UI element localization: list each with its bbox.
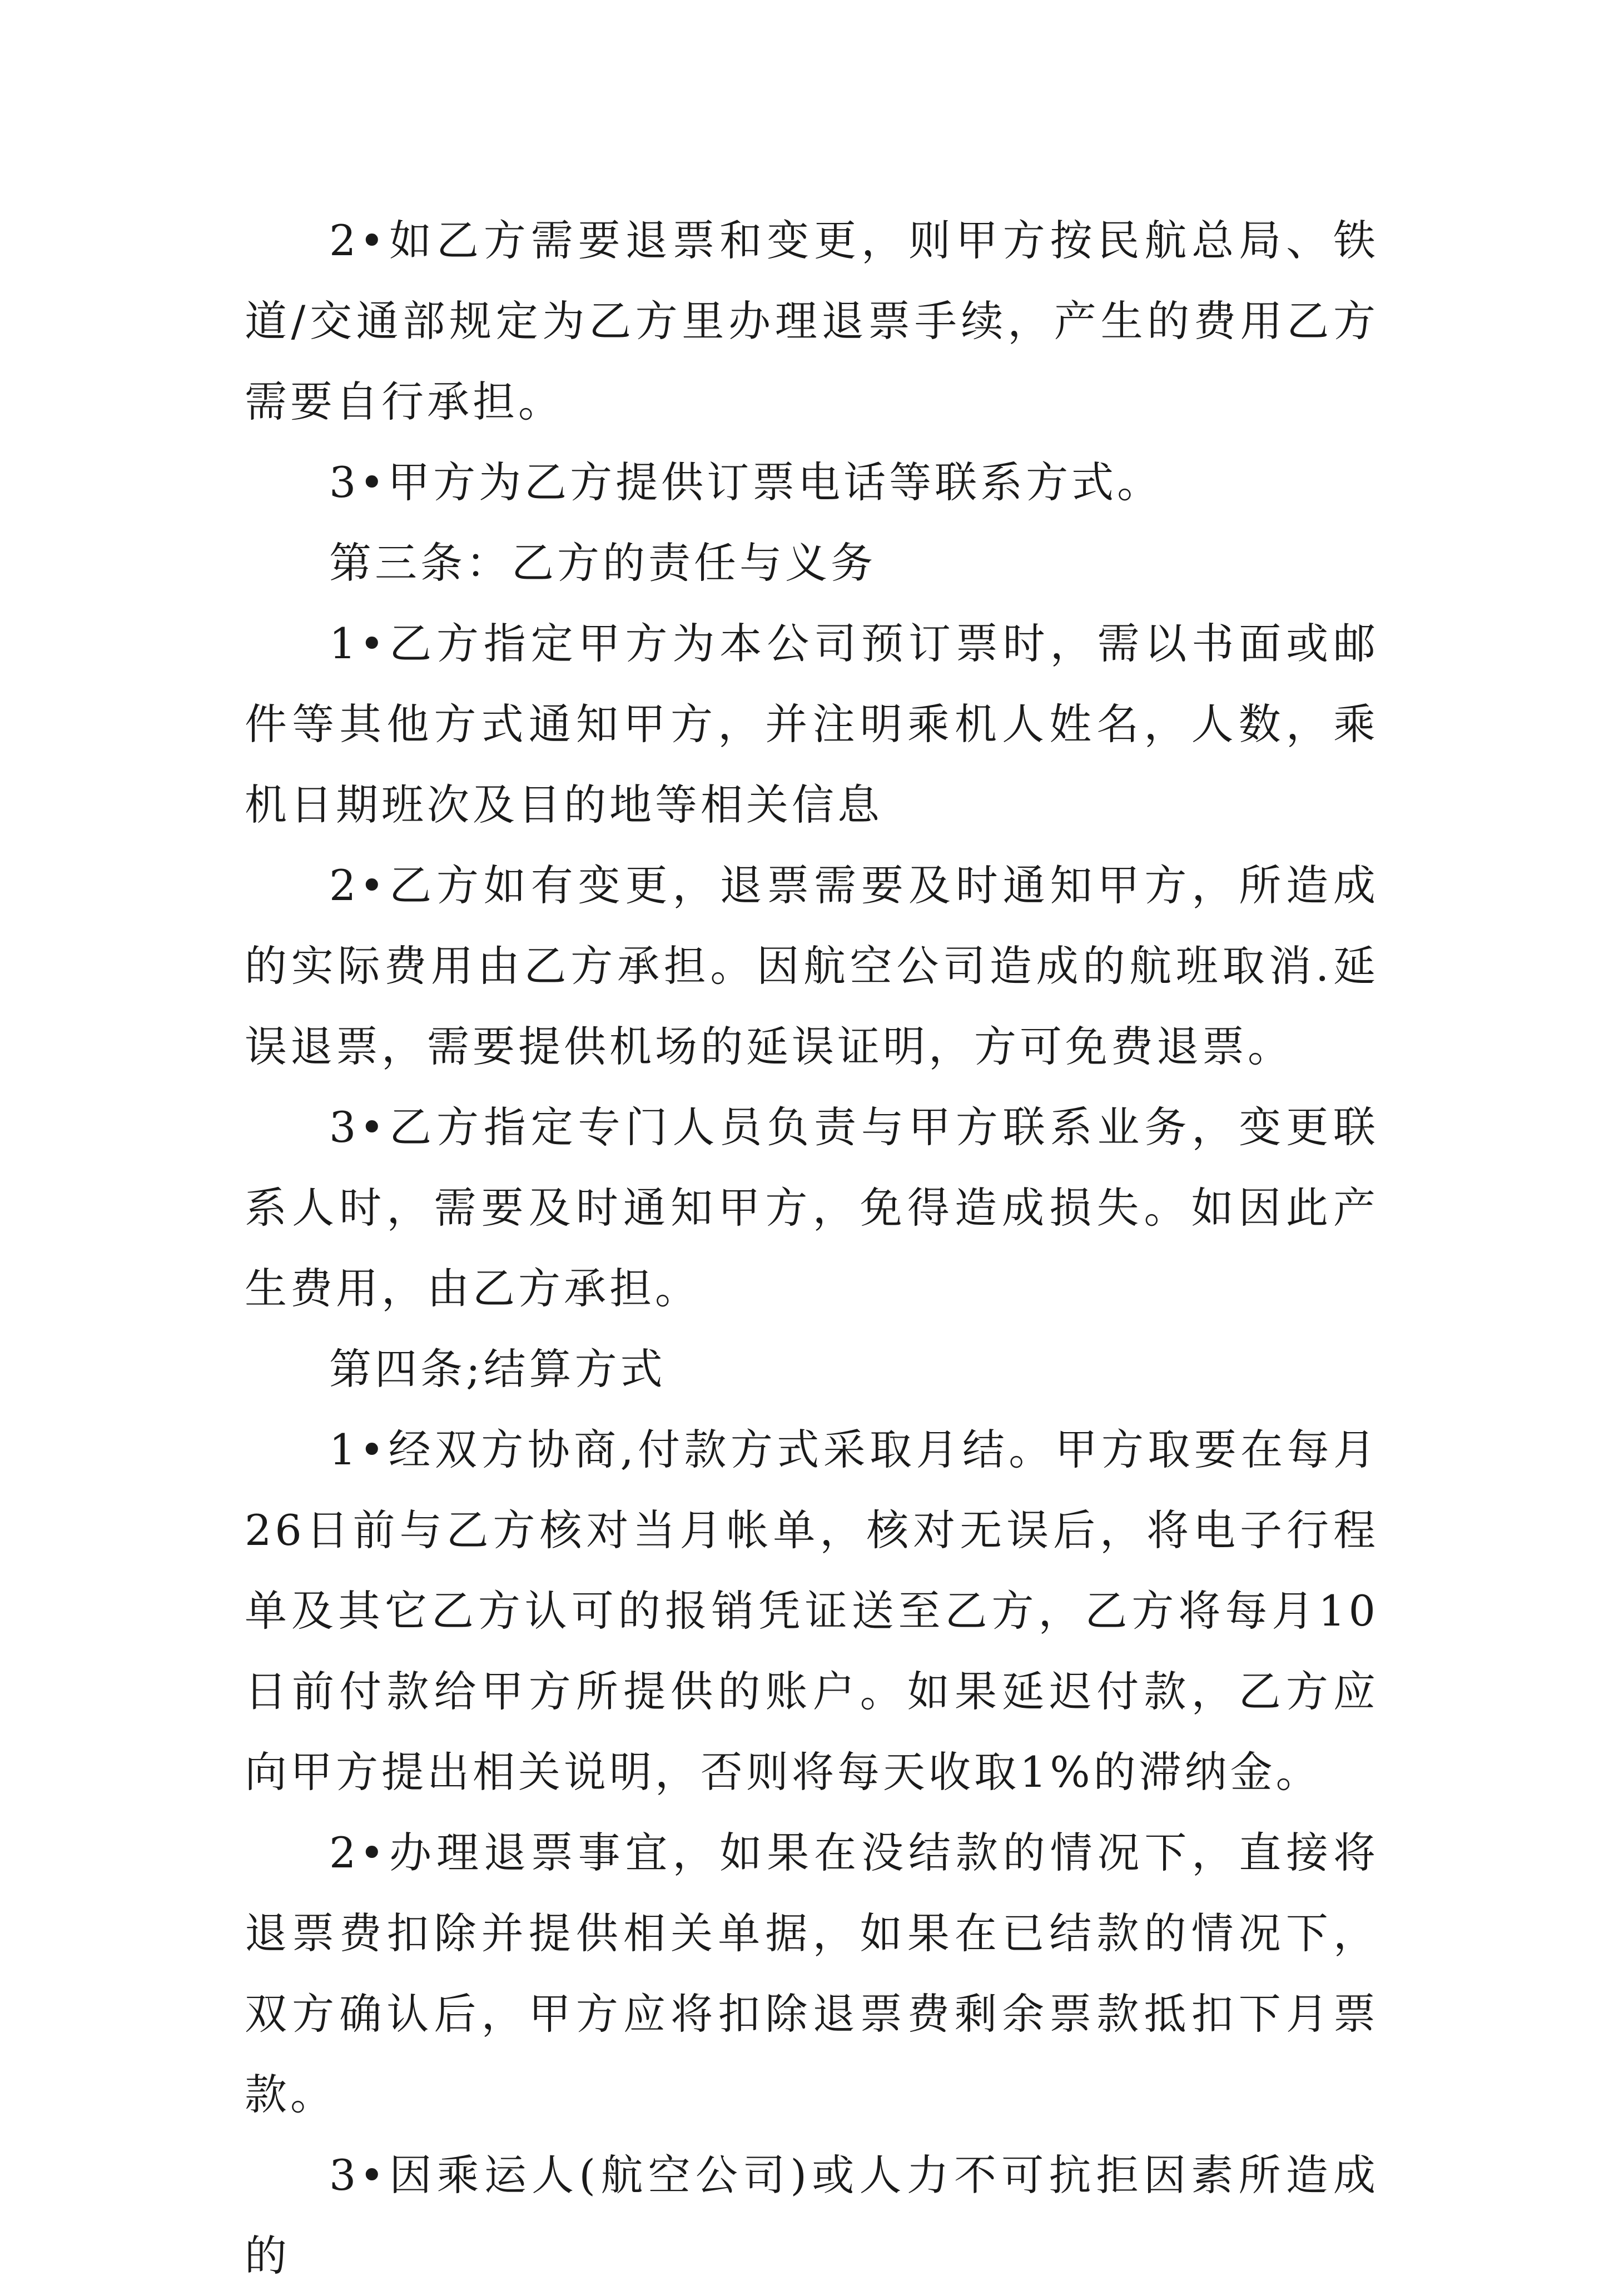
- paragraph-monthly-settlement: 1•经双方协商,付款方式采取月结。甲方取要在每月26日前与乙方核对当月帐单，核对无误后，将电子行程单及其它乙方认可的报销凭证送至乙方，乙方将每月10日前付款给甲方所提供的账户。如果延迟付款，乙方应向甲方提出相关说明，否则将每天收取1%的滞纳金。: [245, 1425, 1379, 1797]
- heading-article-3: 第三条：乙方的责任与义务: [329, 538, 876, 588]
- paragraph-contact-info: 3•甲方为乙方提供订票电话等联系方式。: [329, 458, 1163, 507]
- paragraph-force-majeure: 3•因乘运人(航空公司)或人力不可抗拒因素所造成的: [245, 2150, 1379, 2280]
- paragraph-designated-staff: 3•乙方指定专门人员负责与甲方联系业务，变更联系人时，需要及时通知甲方，免得造成损失。如因此产生费用，由乙方承担。: [245, 1102, 1379, 1313]
- paragraph-refund-change: 2•如乙方需要退票和变更，则甲方按民航总局、铁道/交通部规定为乙方里办理退票手续，产生的费用乙方需要自行承担。: [245, 216, 1379, 426]
- document-body: [245, 200, 1379, 2296]
- paragraph-refund-deduction: 2•办理退票事宜，如果在没结款的情况下，直接将退票费扣除并提供相关单据，如果在已结款的情况下，双方确认后，甲方应将扣除退票费剩余票款抵扣下月票款。: [245, 1828, 1379, 2119]
- paragraph-booking-notice: 1•乙方指定甲方为本公司预订票时，需以书面或邮件等其他方式通知甲方，并注明乘机人姓名，人数，乘机日期班次及目的地等相关信息: [245, 619, 1379, 829]
- heading-article-4: 第四条;结算方式: [329, 1344, 666, 1394]
- paragraph-change-refund-cost: 2•乙方如有变更，退票需要及时通知甲方，所造成的实际费用由乙方承担。因航空公司造成的航班取消.延误退票，需要提供机场的延误证明，方可免费退票。: [245, 861, 1379, 1071]
